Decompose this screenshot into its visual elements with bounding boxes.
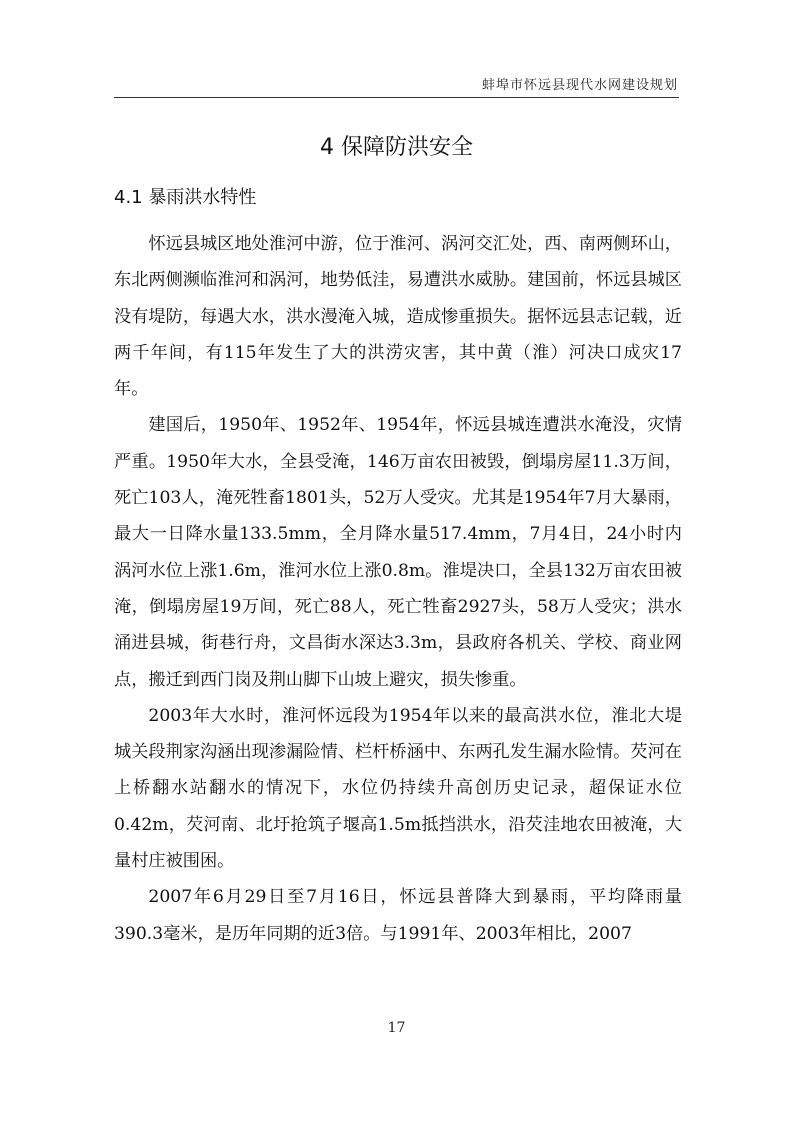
chapter-title: 4 保障防洪安全: [320, 135, 473, 160]
paragraph-2: 建国后，1950年、1952年、1954年，怀远县城连遭洪水淹没，灾情严重。1950年大水，全县受淹，146万亩农田被毁，倒塌房屋11.3万间，死亡103人，淹死牲畜1801头，52万人受灾。尤其是1954年7月大暴雨，最大一日降水量133.5mm，全月降水量517.4mm，7月4日，24小时内涡河水位上涨1.6m，淮河水位上涨0.8m。淮堤决口，全县132万亩农田被淹，倒塌房屋19万间，死亡88人，死亡牲畜2927头，58万人受灾；洪水涌进县城，街巷行舟，文昌街水深达3.3m，县政府各机关、学校、商业网点，搬迁到西门岗及荆山脚下山坡上避灾，损失惨重。: [114, 415, 682, 690]
paragraph-4: 2007年6月29日至7月16日，怀远县普降大到暴雨，平均降雨量390.3毫米，是历年同期的近3倍。与1991年、2003年相比，2007: [114, 887, 682, 944]
header-divider: [114, 97, 679, 98]
page-number: 17: [387, 1020, 406, 1036]
paragraph-1: 怀远县城区地处淮河中游，位于淮河、涡河交汇处，西、南两侧环山，东北两侧濒临淮河和涡河，地势低洼，易遭洪水威胁。建国前，怀远县城区没有堤防，每遇大水，洪水漫淹入城，造成惨重损失。据怀远县志记载，近两千年间，有115年发生了大的洪涝灾害，其中黄（淮）河决口成灾17年。: [114, 234, 682, 400]
paragraph-3: 2003年大水时，淮河怀远段为1954年以来的最高洪水位，淮北大堤城关段荆家沟涵出现渗漏险情、栏杆桥涵中、东两孔发生漏水险情。芡河在上桥翻水站翻水的情况下，水位仍持续升高创历史记录，超保证水位0.42m，芡河南、北圩抢筑子堰高1.5m抵挡洪水，沿芡洼地农田被淹，大量村庄被围困。: [114, 705, 682, 872]
section-title: 4.1 暴雨洪水特性: [114, 187, 257, 208]
body-text: [114, 226, 682, 952]
running-header-title: 蚌埠市怀远县现代水网建设规划: [481, 78, 678, 93]
